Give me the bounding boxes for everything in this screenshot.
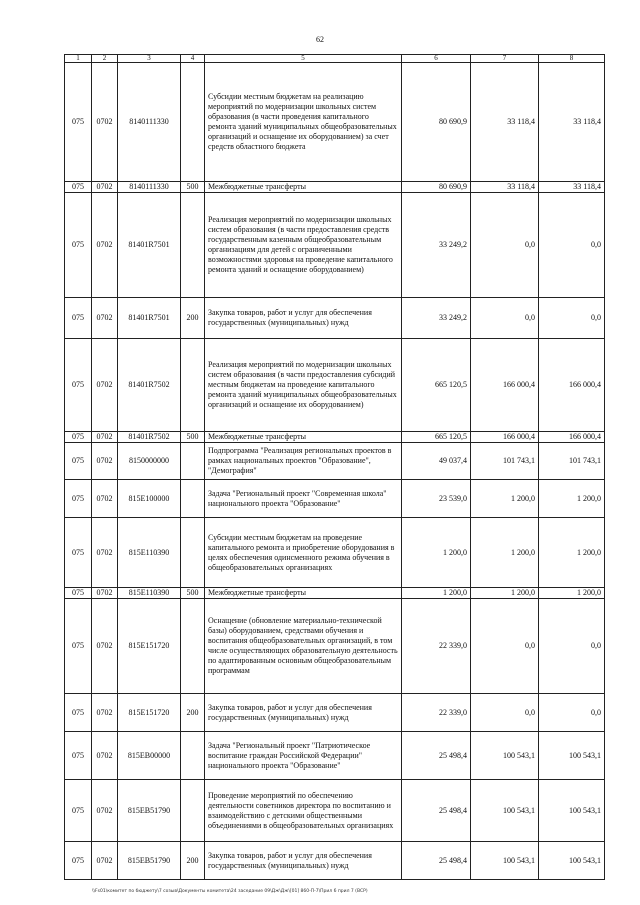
ministry-code: 075	[65, 842, 92, 880]
amount-col-8: 1 200,0	[539, 518, 605, 588]
column-number: 5	[205, 55, 402, 63]
section-code: 0702	[92, 182, 118, 193]
amount-col-8: 0,0	[539, 599, 605, 694]
amount-col-6: 25 498,4	[402, 842, 471, 880]
target-article-code: 81401R7502	[118, 432, 181, 443]
target-article-code: 8140111330	[118, 182, 181, 193]
page-number: 62	[316, 35, 324, 44]
section-code: 0702	[92, 298, 118, 339]
amount-col-7: 100 543,1	[471, 732, 539, 780]
amount-col-6: 23 539,0	[402, 480, 471, 518]
expense-type-code	[181, 732, 205, 780]
section-code: 0702	[92, 518, 118, 588]
table-row	[65, 443, 605, 480]
expense-type-code	[181, 599, 205, 694]
expense-type-code	[181, 480, 205, 518]
table-row	[65, 193, 605, 298]
item-name: Межбюджетные трансферты	[205, 182, 402, 193]
amount-col-6: 22 339,0	[402, 599, 471, 694]
ministry-code: 075	[65, 480, 92, 518]
ministry-code: 075	[65, 432, 92, 443]
amount-col-6: 665 120,5	[402, 339, 471, 432]
item-name: Реализация мероприятий по модернизации школьных систем образования (в части предоставления субсидий местным бюджетам на проведение капитального ремонта зданий муниципальных общеобразовательных организаций и оснащение их оборудованием)	[205, 339, 402, 432]
ministry-code: 075	[65, 193, 92, 298]
expense-type-code: 500	[181, 182, 205, 193]
amount-col-6: 49 037,4	[402, 443, 471, 480]
ministry-code: 075	[65, 443, 92, 480]
amount-col-8: 166 000,4	[539, 432, 605, 443]
expense-type-code	[181, 193, 205, 298]
expense-type-code	[181, 518, 205, 588]
amount-col-7: 101 743,1	[471, 443, 539, 480]
amount-col-8: 101 743,1	[539, 443, 605, 480]
expense-type-code	[181, 63, 205, 182]
column-number: 7	[471, 55, 539, 63]
table-row	[65, 339, 605, 432]
table-row	[65, 182, 605, 193]
item-name: Субсидии местным бюджетам на реализацию мероприятий по модернизации школьных систем образования (в части проведения капитального ремонта зданий муниципальных общеобразовательных организаций и оснащение их оборудованием) за счет средств областного бюджета	[205, 63, 402, 182]
amount-col-7: 166 000,4	[471, 339, 539, 432]
section-code: 0702	[92, 63, 118, 182]
file-path-footer: \\Fs01\комитет по бюджету\7 созыв\Документы комитета\24 заседание 09\Дж\Дж\[01] 860-П-7\Прил 6 прил 7 (ВСР)	[92, 889, 368, 894]
amount-col-6: 22 339,0	[402, 694, 471, 732]
column-number: 1	[65, 55, 92, 63]
table-row	[65, 694, 605, 732]
ministry-code: 075	[65, 732, 92, 780]
ministry-code: 075	[65, 339, 92, 432]
amount-col-6: 33 249,2	[402, 193, 471, 298]
column-number: 4	[181, 55, 205, 63]
item-name: Закупка товаров, работ и услуг для обеспечения государственных (муниципальных) нужд	[205, 694, 402, 732]
amount-col-8: 166 000,4	[539, 339, 605, 432]
expense-type-code	[181, 339, 205, 432]
item-name: Закупка товаров, работ и услуг для обеспечения государственных (муниципальных) нужд	[205, 298, 402, 339]
amount-col-7: 1 200,0	[471, 588, 539, 599]
amount-col-6: 80 690,9	[402, 63, 471, 182]
budget-table	[64, 54, 605, 880]
expense-type-code: 200	[181, 694, 205, 732]
expense-type-code: 500	[181, 432, 205, 443]
table-row	[65, 518, 605, 588]
expense-type-code: 200	[181, 842, 205, 880]
target-article-code: 815E110390	[118, 518, 181, 588]
column-number: 8	[539, 55, 605, 63]
ministry-code: 075	[65, 694, 92, 732]
amount-col-7: 33 118,4	[471, 63, 539, 182]
amount-col-6: 25 498,4	[402, 780, 471, 842]
expense-type-code: 500	[181, 588, 205, 599]
target-article-code: 815EB00000	[118, 732, 181, 780]
ministry-code: 075	[65, 182, 92, 193]
target-article-code: 815E151720	[118, 694, 181, 732]
item-name: Субсидии местным бюджетам на проведение капитального ремонта и приобретение оборудования в целях обеспечения одинсменного режима обучения в общеобразовательных организациях	[205, 518, 402, 588]
table-row	[65, 432, 605, 443]
section-code: 0702	[92, 842, 118, 880]
target-article-code: 81401R7501	[118, 193, 181, 298]
column-number: 2	[92, 55, 118, 63]
target-article-code: 8140111330	[118, 63, 181, 182]
expense-type-code	[181, 443, 205, 480]
column-number: 6	[402, 55, 471, 63]
section-code: 0702	[92, 432, 118, 443]
amount-col-8: 33 118,4	[539, 63, 605, 182]
amount-col-6: 33 249,2	[402, 298, 471, 339]
target-article-code: 815E110390	[118, 588, 181, 599]
expense-type-code: 200	[181, 298, 205, 339]
amount-col-7: 100 543,1	[471, 780, 539, 842]
amount-col-7: 1 200,0	[471, 518, 539, 588]
item-name: Задача "Региональный проект "Современная школа" национального проекта "Образование"	[205, 480, 402, 518]
section-code: 0702	[92, 588, 118, 599]
amount-col-6: 1 200,0	[402, 588, 471, 599]
item-name: Реализация мероприятий по модернизации школьных систем образования (в части предоставления средств государственным казенным общеобразовательным организациям для детей с ограниченными возможностями здоровья на проведение капитального ремонта зданий и оснащение оборудованием)	[205, 193, 402, 298]
amount-col-8: 0,0	[539, 694, 605, 732]
ministry-code: 075	[65, 588, 92, 599]
amount-col-7: 1 200,0	[471, 480, 539, 518]
amount-col-8: 100 543,1	[539, 780, 605, 842]
amount-col-7: 0,0	[471, 193, 539, 298]
amount-col-8: 1 200,0	[539, 480, 605, 518]
target-article-code: 815E151720	[118, 599, 181, 694]
target-article-code: 81401R7502	[118, 339, 181, 432]
amount-col-7: 0,0	[471, 599, 539, 694]
section-code: 0702	[92, 694, 118, 732]
table-row	[65, 780, 605, 842]
item-name: Проведение мероприятий по обеспечению деятельности советников директора по воспитанию и взаимодействию с детскими общественными объединениями в общеобразовательных организациях	[205, 780, 402, 842]
target-article-code: 8150000000	[118, 443, 181, 480]
column-number-row	[65, 55, 605, 63]
amount-col-8: 1 200,0	[539, 588, 605, 599]
section-code: 0702	[92, 193, 118, 298]
amount-col-7: 33 118,4	[471, 182, 539, 193]
item-name: Закупка товаров, работ и услуг для обеспечения государственных (муниципальных) нужд	[205, 842, 402, 880]
section-code: 0702	[92, 480, 118, 518]
ministry-code: 075	[65, 599, 92, 694]
item-name: Оснащение (обновление материально-технической базы) оборудованием, средствами обучения и воспитания общеобразовательных организаций, в том числе осуществляющих образовательную деятельность по адаптированным основным общеобразовательным программам	[205, 599, 402, 694]
table-row	[65, 480, 605, 518]
amount-col-7: 0,0	[471, 298, 539, 339]
amount-col-8: 0,0	[539, 298, 605, 339]
section-code: 0702	[92, 443, 118, 480]
item-name: Межбюджетные трансферты	[205, 588, 402, 599]
amount-col-7: 0,0	[471, 694, 539, 732]
amount-col-6: 80 690,9	[402, 182, 471, 193]
table-row	[65, 588, 605, 599]
ministry-code: 075	[65, 63, 92, 182]
target-article-code: 815EB51790	[118, 842, 181, 880]
table-row	[65, 842, 605, 880]
item-name: Подпрограмма "Реализация региональных проектов в рамках национальных проектов "Образование", "Демография"	[205, 443, 402, 480]
amount-col-6: 25 498,4	[402, 732, 471, 780]
table-row	[65, 599, 605, 694]
item-name: Задача "Региональный проект "Патриотическое воспитание граждан Российской Федерации" национального проекта "Образование"	[205, 732, 402, 780]
expense-type-code	[181, 780, 205, 842]
ministry-code: 075	[65, 518, 92, 588]
table-row	[65, 298, 605, 339]
amount-col-6: 1 200,0	[402, 518, 471, 588]
amount-col-8: 33 118,4	[539, 182, 605, 193]
item-name: Межбюджетные трансферты	[205, 432, 402, 443]
ministry-code: 075	[65, 780, 92, 842]
amount-col-8: 100 543,1	[539, 842, 605, 880]
section-code: 0702	[92, 339, 118, 432]
ministry-code: 075	[65, 298, 92, 339]
table-row	[65, 63, 605, 182]
table-row	[65, 732, 605, 780]
target-article-code: 815E100000	[118, 480, 181, 518]
section-code: 0702	[92, 599, 118, 694]
amount-col-7: 100 543,1	[471, 842, 539, 880]
amount-col-8: 100 543,1	[539, 732, 605, 780]
amount-col-7: 166 000,4	[471, 432, 539, 443]
column-number: 3	[118, 55, 181, 63]
section-code: 0702	[92, 732, 118, 780]
section-code: 0702	[92, 780, 118, 842]
target-article-code: 815EB51790	[118, 780, 181, 842]
amount-col-6: 665 120,5	[402, 432, 471, 443]
amount-col-8: 0,0	[539, 193, 605, 298]
target-article-code: 81401R7501	[118, 298, 181, 339]
